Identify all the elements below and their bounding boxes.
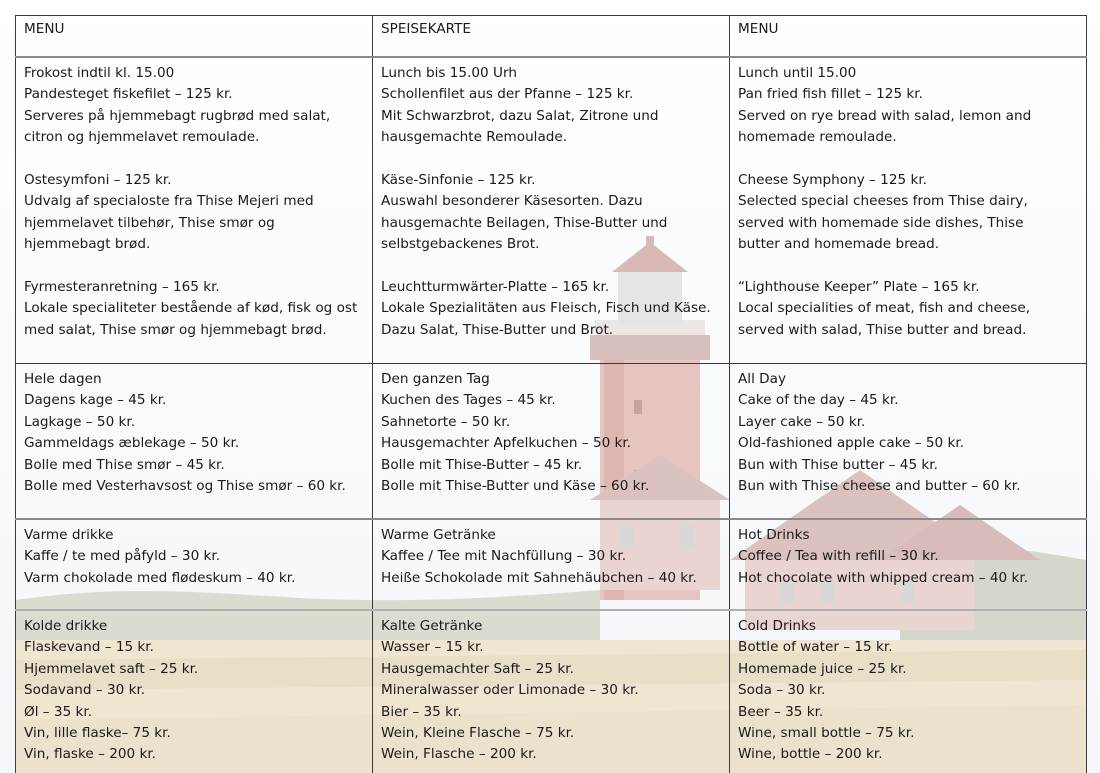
menu-item: Käse-Sinfonie – 125 kr. <box>381 172 536 189</box>
menu-item: Pan fried fish fillet – 125 kr. <box>738 86 923 103</box>
section-title: Frokost indtil kl. 15.00 <box>24 65 175 81</box>
menu-item: Vin, lille flaske– 75 kr. <box>24 725 171 742</box>
menu-item: Sodavand – 30 kr. <box>24 682 146 699</box>
section-title: Hele dagen <box>24 371 102 387</box>
menu-item: Mineralwasser oder Limonade – 30 kr. <box>381 682 639 699</box>
menu-item: Wein, Kleine Flasche – 75 kr. <box>381 725 575 742</box>
menu-item: Soda – 30 kr. <box>738 682 826 699</box>
menu-item: Schollenfilet aus der Pfanne – 125 kr. <box>381 86 634 103</box>
menu-item: Wein, Flasche – 200 kr. <box>381 746 537 763</box>
column-header-english <box>730 16 1087 58</box>
item-description: served with homemade side dishes, Thise <box>738 214 1024 231</box>
column-header: MENU <box>24 21 65 37</box>
cold-drinks-section-english <box>730 610 1087 773</box>
menu-item: Layer cake – 50 kr. <box>738 413 866 430</box>
menu-item: “Lighthouse Keeper” Plate – 165 kr. <box>738 279 980 296</box>
menu-item: Kaffe / te med påfyld – 30 kr. <box>24 548 221 565</box>
menu-item: Bolle med Thise smør – 45 kr. <box>24 456 225 473</box>
menu-item: Beer – 35 kr. <box>738 703 824 720</box>
column-header: MENU <box>738 21 779 37</box>
item-description: Serveres på hjemmebagt rugbrød med salat, <box>24 107 331 124</box>
menu-item: Bolle mit Thise-Butter und Käse – 60 kr. <box>381 478 650 495</box>
menu-item: Wine, small bottle – 75 kr. <box>738 725 915 742</box>
menu-item: Lagkage – 50 kr. <box>24 413 136 430</box>
column-header-german <box>373 16 730 58</box>
item-description: hjemmelavet tilbehør, Thise smør og <box>24 214 275 231</box>
menu-item: Varm chokolade med flødeskum – 40 kr. <box>24 569 296 586</box>
menu-item: Sahnetorte – 50 kr. <box>381 413 511 430</box>
item-description: Served on rye bread with salad, lemon and <box>738 107 1032 124</box>
lunch-section-english <box>730 57 1087 364</box>
cold-drinks-section-german <box>373 610 730 773</box>
menu-item: Gammeldags æblekage – 50 kr. <box>24 435 240 452</box>
menu-item: Øl – 35 kr. <box>24 703 93 720</box>
menu-item: Bolle med Vesterhavsost og Thise smør – 60 kr. <box>24 478 346 495</box>
menu-item: Coffee / Tea with refill – 30 kr. <box>738 548 939 565</box>
item-description: hausgemachte Beilagen, Thise-Butter und <box>381 214 668 231</box>
menu-item: Homemade juice – 25 kr. <box>738 660 907 677</box>
all-day-row <box>16 364 1087 520</box>
section-title: Lunch until 15.00 <box>738 65 857 81</box>
section-title: Den ganzen Tag <box>381 371 490 387</box>
menu-item: Bun with Thise butter – 45 kr. <box>738 456 938 473</box>
item-description: citron og hjemmelavet remoulade. <box>24 129 260 146</box>
item-description: homemade remoulade. <box>738 129 897 146</box>
item-description: Udvalg af specialoste fra Thise Mejeri med <box>24 193 314 210</box>
menu-item: Old-fashioned apple cake – 50 kr. <box>738 435 965 452</box>
lunch-section-danish <box>16 57 373 364</box>
item-description: med salat, Thise smør og hjemmebagt brød. <box>24 321 327 338</box>
item-description: Auswahl besonderer Käsesorten. Dazu <box>381 193 643 210</box>
menu-item: Flaskevand – 15 kr. <box>24 639 154 656</box>
column-header-danish <box>16 16 373 58</box>
menu-table <box>15 15 1087 773</box>
section-title: Lunch bis 15.00 Urh <box>381 65 517 81</box>
item-description: Dazu Salat, Thise-Butter und Brot. <box>381 321 614 338</box>
item-description: Lokale Spezialitäten aus Fleisch, Fisch und Käse. <box>381 300 711 317</box>
menu-item: Ostesymfoni – 125 kr. <box>24 172 172 189</box>
section-title: All Day <box>738 371 787 387</box>
lunch-row <box>16 57 1087 364</box>
all-day-section-german <box>373 364 730 520</box>
item-description: selbstgebackenes Brot. <box>381 236 540 253</box>
lunch-section-german <box>373 57 730 364</box>
item-description: hjemmebagt brød. <box>24 236 151 253</box>
item-description: hausgemachte Remoulade. <box>381 129 568 146</box>
section-title: Kolde drikke <box>24 618 108 634</box>
item-description: Mit Schwarzbrot, dazu Salat, Zitrone und <box>381 107 659 124</box>
menu-item: Bottle of water – 15 kr. <box>738 639 893 656</box>
hot-drinks-row <box>16 519 1087 610</box>
menu-item: Dagens kage – 45 kr. <box>24 392 167 409</box>
item-description: Selected special cheeses from Thise dairy, <box>738 193 1028 210</box>
section-title: Kalte Getränke <box>381 618 483 634</box>
menu-item: Hjemmelavet saft – 25 kr. <box>24 660 199 677</box>
menu-item: Hot chocolate with whipped cream – 40 kr. <box>738 569 1029 586</box>
menu-item: Leuchtturmwärter-Platte – 165 kr. <box>381 279 610 296</box>
menu-item: Cheese Symphony – 125 kr. <box>738 172 927 189</box>
menu-item: Bier – 35 kr. <box>381 703 462 720</box>
item-description: Local specialities of meat, fish and cheese, <box>738 300 1031 317</box>
hot-drinks-section-english <box>730 519 1087 610</box>
hot-drinks-section-danish <box>16 519 373 610</box>
all-day-section-danish <box>16 364 373 520</box>
item-description: butter and homemade bread. <box>738 236 940 253</box>
menu-item: Wine, bottle – 200 kr. <box>738 746 883 763</box>
menu-item: Hausgemachter Apfelkuchen – 50 kr. <box>381 435 632 452</box>
cold-drinks-section-danish <box>16 610 373 773</box>
menu-item: Bun with Thise cheese and butter – 60 kr. <box>738 478 1021 495</box>
header-row <box>16 16 1087 58</box>
menu-item: Vin, flaske – 200 kr. <box>24 746 157 763</box>
menu-item: Kuchen des Tages – 45 kr. <box>381 392 556 409</box>
menu-item: Pandesteget fiskefilet – 125 kr. <box>24 86 233 103</box>
section-title: Warme Getränke <box>381 527 496 543</box>
column-header: SPEISEKARTE <box>381 21 471 37</box>
menu-item: Wasser – 15 kr. <box>381 639 484 656</box>
section-title: Varme drikke <box>24 527 114 543</box>
hot-drinks-section-german <box>373 519 730 610</box>
item-description: served with salad, Thise butter and bread. <box>738 321 1027 338</box>
section-title: Hot Drinks <box>738 527 810 543</box>
menu-item: Fyrmesteranretning – 165 kr. <box>24 279 220 296</box>
menu-item: Hausgemachter Saft – 25 kr. <box>381 660 574 677</box>
menu-item: Kaffee / Tee mit Nachfüllung – 30 kr. <box>381 548 627 565</box>
item-description: Lokale specialiteter bestående af kød, fisk og ost <box>24 300 358 317</box>
menu-item: Cake of the day – 45 kr. <box>738 392 899 409</box>
cold-drinks-row <box>16 610 1087 773</box>
all-day-section-english <box>730 364 1087 520</box>
menu-item: Bolle mit Thise-Butter – 45 kr. <box>381 456 583 473</box>
section-title: Cold Drinks <box>738 618 816 634</box>
menu-item: Heiße Schokolade mit Sahnehäubchen – 40 kr. <box>381 569 697 586</box>
